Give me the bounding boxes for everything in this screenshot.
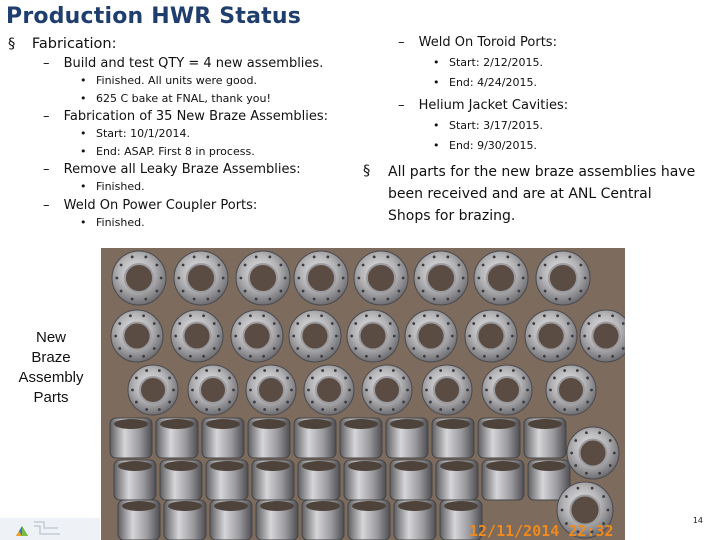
leaky-label: Remove all Leaky Braze Assemblies: (63, 162, 301, 177)
dot-bullet: • (80, 92, 87, 105)
braze-bullet-2 (80, 145, 255, 158)
caption-line: Parts (33, 389, 69, 406)
leaky-finished-text: Finished. (96, 180, 145, 193)
footer-bar (0, 508, 100, 540)
toroid-start-text: Start: 2/12/2015. (449, 56, 543, 69)
dot-bullet: • (80, 74, 87, 87)
dot-bullet: • (80, 180, 87, 193)
caption-line: Assembly (18, 369, 84, 386)
dash-bullet: – (43, 109, 50, 124)
square-bullet: § (8, 36, 16, 52)
helium-start-text: Start: 3/17/2015. (449, 119, 543, 132)
dot-bullet: • (80, 216, 87, 229)
coupler-bullet-1 (80, 216, 145, 229)
caption-line: New (35, 329, 66, 346)
dash-bullet: – (398, 98, 405, 113)
page-title: Production HWR Status (6, 4, 301, 29)
photo-timestamp: 12/11/2014 22:32 (469, 522, 614, 540)
parts-line-3: Shops for brazing. (388, 208, 516, 224)
helium-bullet-2 (433, 139, 537, 152)
dash-bullet: – (398, 35, 405, 50)
dash-bullet: – (43, 162, 50, 177)
fabrication-label: Fabrication: (31, 36, 117, 52)
parts-received-item (363, 163, 370, 179)
build-finished-text: Finished. All units were good. (96, 74, 257, 87)
toroid-item (398, 35, 557, 50)
toroid-bullet-1 (433, 56, 543, 69)
braze-parts-photo (101, 248, 625, 540)
build-item (43, 56, 323, 71)
coupler-finished-text: Finished. (96, 216, 145, 229)
dot-bullet: • (433, 119, 440, 132)
coupler-label: Weld On Power Coupler Ports: (63, 198, 258, 213)
toroid-end-text: End: 4/24/2015. (449, 76, 538, 89)
square-bullet: § (363, 163, 371, 179)
braze-item (43, 109, 328, 124)
dash-bullet: – (43, 56, 50, 71)
helium-end-text: End: 9/30/2015. (449, 139, 538, 152)
caption-line: Braze (31, 349, 71, 366)
page-number: 14 (692, 516, 703, 525)
build-bullet-1 (80, 74, 257, 87)
helium-bullet-1 (433, 119, 543, 132)
build-bullet-2 (80, 92, 271, 105)
helium-item (398, 98, 568, 113)
parts-received-text (388, 161, 695, 227)
build-bake-text: 625 C bake at FNAL, thank you! (96, 92, 271, 105)
dot-bullet: • (433, 56, 440, 69)
build-label: Build and test QTY = 4 new assemblies. (63, 56, 324, 71)
braze-end-text: End: ASAP. First 8 in process. (96, 145, 255, 158)
dot-bullet: • (433, 76, 440, 89)
leaky-bullet-1 (80, 180, 145, 193)
leaky-item (43, 162, 301, 177)
coupler-item (43, 198, 257, 213)
parts-line-1: All parts for the new braze assemblies have (388, 164, 696, 180)
braze-label: Fabrication of 35 New Braze Assemblies: (63, 109, 328, 124)
toroid-label: Weld On Toroid Ports: (418, 35, 557, 50)
dot-bullet: • (80, 145, 87, 158)
braze-bullet-1 (80, 127, 190, 140)
helium-label: Helium Jacket Cavities: (418, 98, 569, 113)
fabrication-item (8, 36, 116, 52)
braze-start-text: Start: 10/1/2014. (96, 127, 190, 140)
dot-bullet: • (80, 127, 87, 140)
parts-line-2: been received and are at ANL Central (388, 186, 652, 202)
dot-bullet: • (433, 139, 440, 152)
photo-caption (8, 328, 94, 408)
dash-bullet: – (43, 198, 50, 213)
toroid-bullet-2 (433, 76, 537, 89)
